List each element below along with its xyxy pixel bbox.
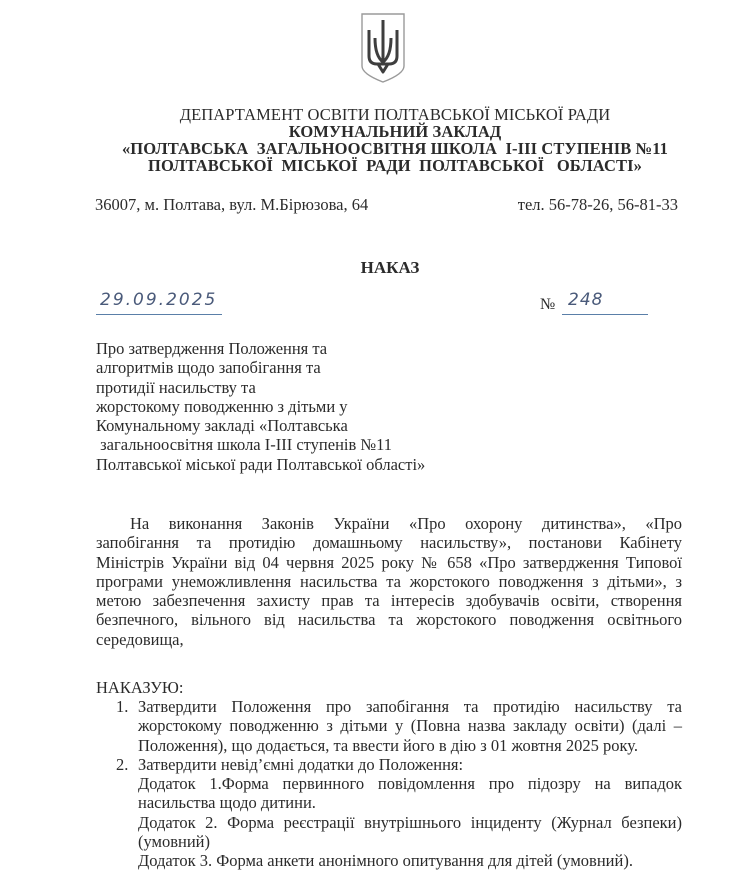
order-date-handwritten: 29.09.2025 xyxy=(100,290,218,310)
subject-line: жорстокому поводженню з дітьми у xyxy=(96,396,348,416)
preamble-line: середовища, xyxy=(96,629,184,649)
order-heading: НАКАЗУЮ: xyxy=(96,678,184,697)
coat-of-arms-icon xyxy=(360,12,406,84)
subject-line: Про затвердження Положення та xyxy=(96,339,328,358)
order-item-line: жорстокому поводженню з дітьми у (Повна назва закладу освіти) (далі – xyxy=(138,716,682,736)
subject-line: загальноосвітня школа І-ІІІ ступенів №11 xyxy=(96,435,393,455)
order-item-line: Додаток 3. Форма анкети анонімного опитування для дітей (умовний). xyxy=(138,851,633,871)
preamble-line: Міністрів України від 04 червня 2025 року № 658 «Про затвердження Типової xyxy=(96,552,682,572)
subject-line: протидії насильству та xyxy=(96,377,256,397)
order-item-line: Додаток 1.Форма первинного повідомлення про підозру на випадок xyxy=(138,774,682,794)
preamble-paragraph xyxy=(96,514,682,649)
order-item-line: (умовний) xyxy=(138,832,210,852)
institution-name-line1: «ПОЛТАВСЬКА ЗАГАЛЬНООСВІТНЯ ШКОЛА І-ІІІ СТУПЕНІВ №11 xyxy=(121,139,669,158)
institution-name-line2: ПОЛТАВСЬКОЇ МІСЬКОЇ РАДИ ПОЛТАВСЬКОЇ ОБЛАСТІ» xyxy=(148,156,642,175)
preamble-line: програми унеможливлення насильства та жорстокого поводження з дітьми», з xyxy=(96,571,682,591)
order-item-number: 1. xyxy=(116,697,129,716)
order-item-line: насильства щодо дитини. xyxy=(138,793,316,813)
order-item xyxy=(116,697,682,755)
subject-line: Полтавської міської ради Полтавської області» xyxy=(96,454,426,474)
preamble-line: безпечного, вільного від насильства та жорстокого поводження освітнього xyxy=(96,610,682,630)
subject-line: Комунальному закладі «Полтавська xyxy=(96,416,348,436)
preamble-line: метою забезпечення захисту прав та інтересів здобувачів освіти, створення xyxy=(96,591,682,611)
institution-type: КОМУНАЛЬНИЙ ЗАКЛАД xyxy=(288,122,502,141)
department-name: ДЕПАРТАМЕНТ ОСВІТИ ПОЛТАВСЬКОЇ МІСЬКОЇ РАДИ xyxy=(179,105,611,124)
order-subject xyxy=(96,339,425,474)
order-item-line: Затвердити невід’ємні додатки до Положення: xyxy=(138,754,464,774)
order-item-number: 2. xyxy=(116,754,129,774)
order-item-line: Положення), що додається, та ввести його в дію з 01 жовтня 2025 року. xyxy=(138,735,638,755)
preamble-line: запобігання та протидію домашньому насильству», постанови Кабінету xyxy=(96,533,682,553)
order-item xyxy=(116,755,682,871)
number-sign: № xyxy=(540,296,556,313)
phone: тел. 56-78-26, 56-81-33 xyxy=(517,195,678,214)
order-item-line: Додаток 2. Форма реєстрації внутрішнього інциденту (Журнал безпеки) xyxy=(138,812,682,832)
order-number-handwritten: 248 xyxy=(568,290,604,310)
address: 36007, м. Полтава, вул. М.Бірюзова, 64 xyxy=(95,195,369,214)
order-item-line: Затвердити Положення про запобігання та протидію насильству та xyxy=(138,697,682,716)
order-date-field xyxy=(96,290,222,315)
document-title: НАКАЗ xyxy=(360,258,420,277)
order-number-line xyxy=(562,290,648,315)
order-items-list xyxy=(116,697,682,871)
subject-line: алгоритмів щодо запобігання та xyxy=(96,358,321,378)
preamble-line: На виконання Законів України «Про охорону дитинства», «Про xyxy=(130,514,682,533)
